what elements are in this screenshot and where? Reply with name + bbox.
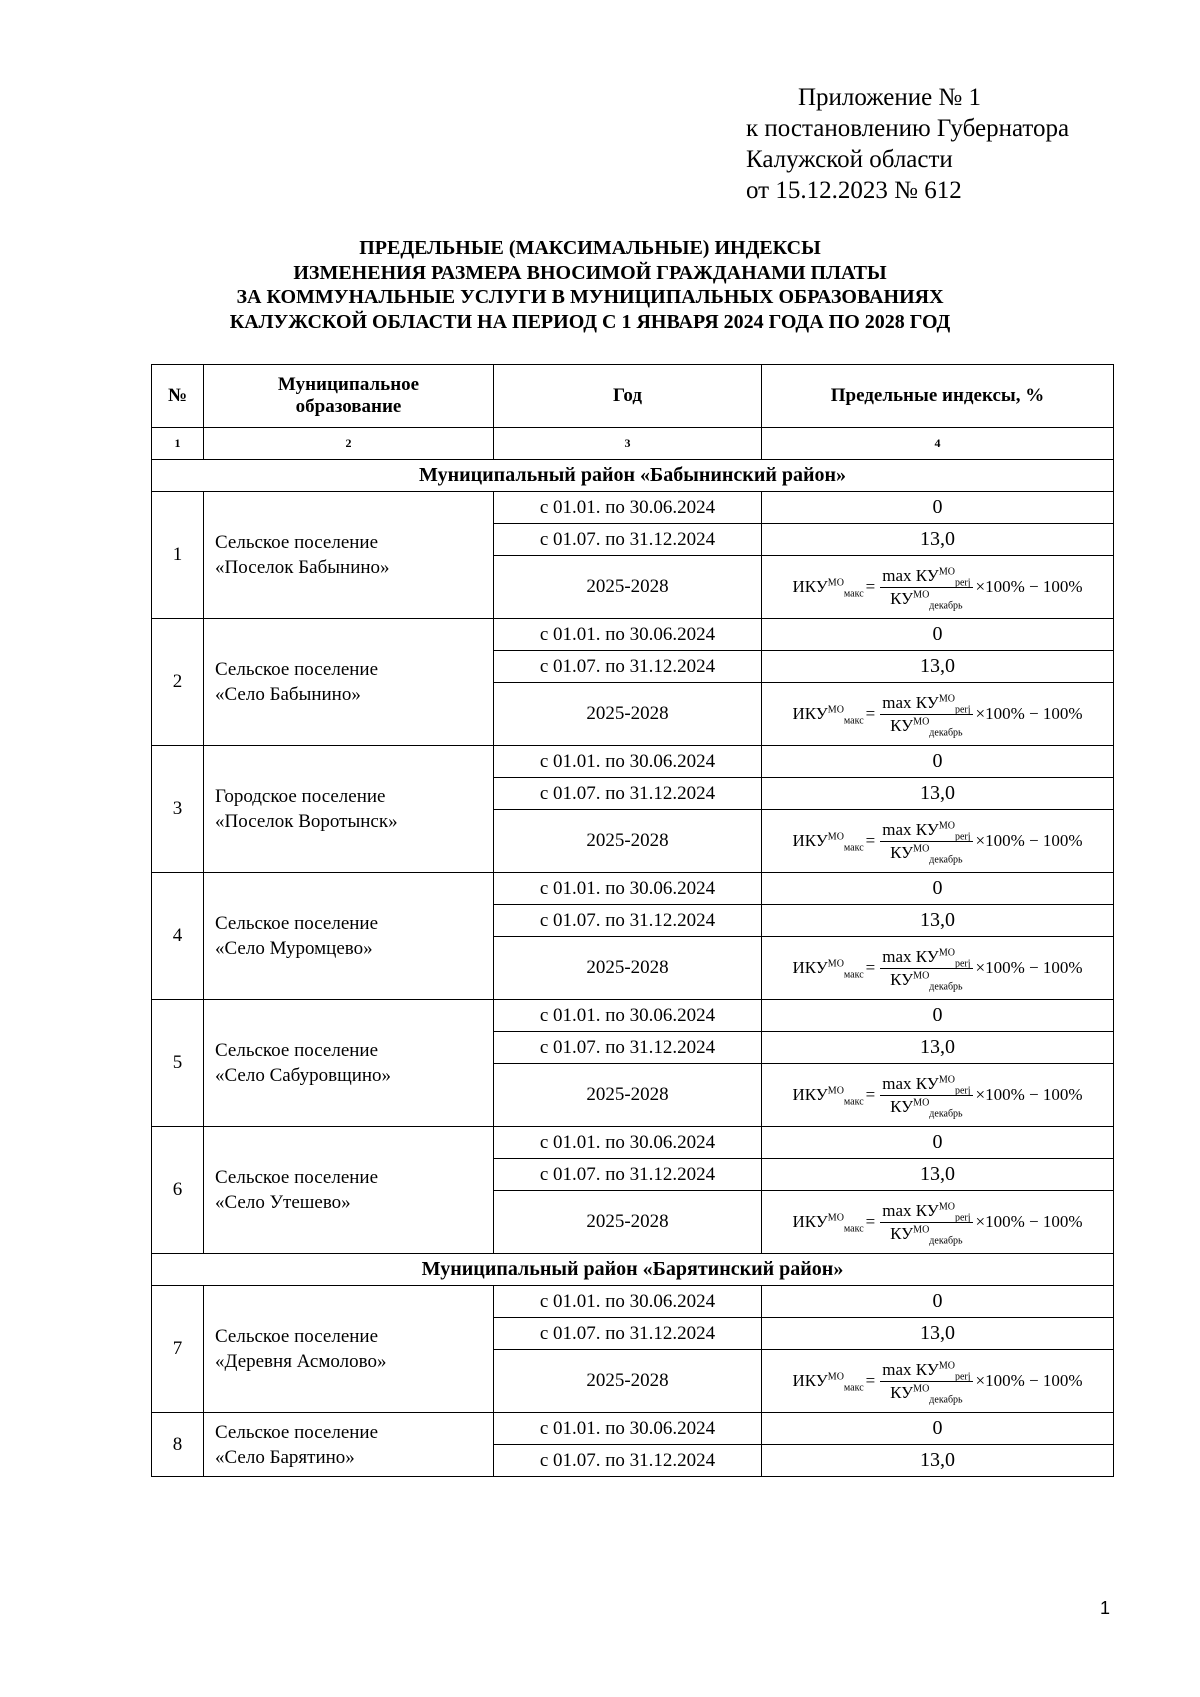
municipality-name	[204, 873, 494, 1000]
formula-tail: ×100% − 100%	[975, 704, 1083, 723]
formula-denominator: $КУ^{МО}_{декабрь}$	[890, 588, 963, 611]
row-number: 7	[152, 1286, 204, 1413]
formula-lhs: $ИКУ^{МО}_{макс}$	[792, 1212, 864, 1235]
index-value: 0	[762, 873, 1114, 905]
period-cell: с 01.07. по 31.12.2024	[494, 905, 762, 937]
period-cell: 2025-2028	[494, 937, 762, 1000]
index-value: 13,0	[762, 1445, 1114, 1477]
row-number: 3	[152, 746, 204, 873]
formula-fraction	[880, 693, 972, 736]
index-value: 13,0	[762, 524, 1114, 556]
col-number: 3	[494, 428, 762, 460]
formula-tail: ×100% − 100%	[975, 1085, 1083, 1104]
municipality-name	[204, 1127, 494, 1254]
formula-equals: =	[865, 577, 876, 596]
index-formula-cell	[762, 1350, 1114, 1413]
formula-tail: ×100% − 100%	[975, 831, 1083, 850]
period-cell: 2025-2028	[494, 1191, 762, 1254]
table-row	[152, 1000, 1114, 1032]
period-cell: 2025-2028	[494, 556, 762, 619]
formula-lhs: $ИКУ^{МО}_{макс}$	[792, 831, 864, 854]
appendix-line-2: к постановлению Губернатора	[746, 115, 1070, 142]
municipality-title: «Село Муромцево»	[215, 938, 373, 959]
formula-numerator: $\max КУ^{МО}_{perj}$	[882, 1359, 971, 1382]
period-cell: с 01.07. по 31.12.2024	[494, 1445, 762, 1477]
municipality-name	[204, 492, 494, 619]
formula-denominator: $КУ^{МО}_{декабрь}$	[890, 1096, 963, 1119]
district-name: Муниципальный район «Барятинский район»	[152, 1254, 1114, 1286]
appendix-reference	[746, 82, 1069, 206]
table-header-row	[152, 365, 1114, 428]
index-value: 0	[762, 1286, 1114, 1318]
formula-denominator: $КУ^{МО}_{декабрь}$	[890, 1382, 963, 1405]
period-cell: 2025-2028	[494, 683, 762, 746]
row-number: 4	[152, 873, 204, 1000]
period-cell: 2025-2028	[494, 1350, 762, 1413]
municipality-title: «Село Сабуровщино»	[215, 1065, 392, 1086]
municipality-name	[204, 619, 494, 746]
municipality-title: «Поселок Бабынино»	[215, 557, 390, 578]
formula-tail: ×100% − 100%	[975, 1371, 1083, 1390]
period-cell: с 01.07. по 31.12.2024	[494, 1159, 762, 1191]
formula-denominator: $КУ^{МО}_{декабрь}$	[890, 842, 963, 865]
municipality-title: «Деревня Асмолово»	[215, 1351, 387, 1372]
row-number: 1	[152, 492, 204, 619]
header-index: Предельные индексы, %	[762, 365, 1114, 428]
index-value: 0	[762, 1000, 1114, 1032]
table-row	[152, 619, 1114, 651]
district-row	[152, 1254, 1114, 1286]
index-value: 13,0	[762, 905, 1114, 937]
period-cell: с 01.01. по 30.06.2024	[494, 1127, 762, 1159]
index-value: 13,0	[762, 1159, 1114, 1191]
formula-denominator: $КУ^{МО}_{декабрь}$	[890, 969, 963, 992]
title-line-1: ПРЕДЕЛЬНЫЕ (МАКСИМАЛЬНЫЕ) ИНДЕКСЫ	[359, 237, 821, 259]
index-formula	[792, 1360, 1082, 1403]
municipality-name	[204, 1413, 494, 1477]
formula-tail: ×100% − 100%	[975, 577, 1083, 596]
municipality-type: Сельское поселение	[215, 659, 379, 680]
appendix-line-4: от 15.12.2023 № 612	[746, 177, 962, 204]
title-line-2: ИЗМЕНЕНИЯ РАЗМЕРА ВНОСИМОЙ ГРАЖДАНАМИ ПЛАТЫ	[293, 261, 887, 284]
formula-fraction	[880, 820, 972, 863]
period-cell: с 01.07. по 31.12.2024	[494, 778, 762, 810]
period-cell: с 01.01. по 30.06.2024	[494, 1413, 762, 1445]
index-formula-cell	[762, 1064, 1114, 1127]
period-cell: с 01.01. по 30.06.2024	[494, 619, 762, 651]
index-value: 0	[762, 746, 1114, 778]
index-formula-cell	[762, 683, 1114, 746]
index-value: 13,0	[762, 1032, 1114, 1064]
index-value: 0	[762, 492, 1114, 524]
formula-tail: ×100% − 100%	[975, 958, 1083, 977]
index-value: 0	[762, 619, 1114, 651]
municipality-type: Сельское поселение	[215, 1167, 379, 1188]
col-number: 4	[762, 428, 1114, 460]
period-cell: с 01.01. по 30.06.2024	[494, 873, 762, 905]
district-name: Муниципальный район «Бабынинский район»	[152, 460, 1114, 492]
formula-equals: =	[865, 1212, 876, 1231]
period-cell: с 01.01. по 30.06.2024	[494, 1286, 762, 1318]
formula-numerator: $\max КУ^{МО}_{perj}$	[882, 692, 971, 715]
formula-lhs: $ИКУ^{МО}_{макс}$	[792, 577, 864, 600]
period-cell: с 01.07. по 31.12.2024	[494, 1032, 762, 1064]
header-mo: Муниципальное образование	[204, 365, 494, 428]
period-cell: с 01.07. по 31.12.2024	[494, 651, 762, 683]
municipality-type: Сельское поселение	[215, 1040, 379, 1061]
index-value: 13,0	[762, 651, 1114, 683]
index-formula	[792, 1201, 1082, 1244]
index-value: 0	[762, 1413, 1114, 1445]
formula-numerator: $\max КУ^{МО}_{perj}$	[882, 1073, 971, 1096]
title-line-3: ЗА КОММУНАЛЬНЫЕ УСЛУГИ В МУНИЦИПАЛЬНЫХ ОБРАЗОВАНИЯХ	[236, 286, 944, 308]
formula-denominator: $КУ^{МО}_{декабрь}$	[890, 1223, 963, 1246]
table-row	[152, 873, 1114, 905]
column-numbers-row	[152, 428, 1114, 460]
district-row	[152, 460, 1114, 492]
formula-numerator: $\max КУ^{МО}_{perj}$	[882, 1200, 971, 1223]
index-value: 0	[762, 1127, 1114, 1159]
row-number: 6	[152, 1127, 204, 1254]
table-row	[152, 746, 1114, 778]
document-title	[140, 236, 1040, 334]
period-cell: с 01.01. по 30.06.2024	[494, 1000, 762, 1032]
appendix-line-3: Калужской области	[746, 146, 953, 173]
municipality-type: Сельское поселение	[215, 913, 379, 934]
table-body	[152, 460, 1114, 1477]
table-row	[152, 492, 1114, 524]
period-cell: 2025-2028	[494, 810, 762, 873]
formula-numerator: $\max КУ^{МО}_{perj}$	[882, 946, 971, 969]
municipality-title: «Село Бабынино»	[215, 684, 361, 705]
formula-fraction	[880, 566, 972, 609]
formula-equals: =	[865, 704, 876, 723]
formula-lhs: $ИКУ^{МО}_{макс}$	[792, 1371, 864, 1394]
formula-fraction	[880, 1074, 972, 1117]
index-formula-cell	[762, 1191, 1114, 1254]
row-number: 5	[152, 1000, 204, 1127]
appendix-line-1: Приложение № 1	[798, 84, 982, 111]
formula-equals: =	[865, 1085, 876, 1104]
formula-fraction	[880, 1201, 972, 1244]
formula-equals: =	[865, 958, 876, 977]
municipality-type: Городское поселение	[215, 786, 386, 807]
index-formula	[792, 947, 1082, 990]
formula-equals: =	[865, 1371, 876, 1390]
period-cell: с 01.07. по 31.12.2024	[494, 524, 762, 556]
row-number: 8	[152, 1413, 204, 1477]
index-value: 13,0	[762, 1318, 1114, 1350]
col-number: 1	[152, 428, 204, 460]
formula-lhs: $ИКУ^{МО}_{макс}$	[792, 958, 864, 981]
formula-fraction	[880, 947, 972, 990]
formula-fraction	[880, 1360, 972, 1403]
index-value: 13,0	[762, 778, 1114, 810]
municipality-name	[204, 1000, 494, 1127]
index-formula	[792, 566, 1082, 609]
municipality-type: Сельское поселение	[215, 532, 379, 553]
table-row	[152, 1127, 1114, 1159]
page-number: 1	[1100, 1598, 1111, 1618]
period-cell: с 01.07. по 31.12.2024	[494, 1318, 762, 1350]
municipality-title: «Поселок Воротынск»	[215, 811, 398, 832]
period-cell: с 01.01. по 30.06.2024	[494, 746, 762, 778]
municipality-name	[204, 1286, 494, 1413]
municipality-name	[204, 746, 494, 873]
index-formula-cell	[762, 937, 1114, 1000]
index-formula-cell	[762, 556, 1114, 619]
municipality-title: «Село Утешево»	[215, 1192, 351, 1213]
index-formula-cell	[762, 810, 1114, 873]
table-row	[152, 1286, 1114, 1318]
formula-equals: =	[865, 831, 876, 850]
table-row	[152, 1413, 1114, 1445]
formula-tail: ×100% − 100%	[975, 1212, 1083, 1231]
col-number: 2	[204, 428, 494, 460]
indices-table	[151, 364, 1114, 1477]
municipality-type: Сельское поселение	[215, 1421, 379, 1443]
formula-numerator: $\max КУ^{МО}_{perj}$	[882, 565, 971, 588]
index-formula	[792, 820, 1082, 863]
period-cell: с 01.01. по 30.06.2024	[494, 492, 762, 524]
header-year: Год	[494, 365, 762, 428]
header-num: №	[152, 365, 204, 428]
row-number: 2	[152, 619, 204, 746]
index-formula	[792, 1074, 1082, 1117]
index-formula	[792, 693, 1082, 736]
formula-denominator: $КУ^{МО}_{декабрь}$	[890, 715, 963, 738]
title-line-4: КАЛУЖСКОЙ ОБЛАСТИ НА ПЕРИОД С 1 ЯНВАРЯ 2024 ГОДА ПО 2028 ГОД	[229, 310, 951, 333]
formula-numerator: $\max КУ^{МО}_{perj}$	[882, 819, 971, 842]
municipality-type: Сельское поселение	[215, 1326, 379, 1347]
municipality-title: «Село Барятино»	[215, 1446, 355, 1468]
period-cell: 2025-2028	[494, 1064, 762, 1127]
formula-lhs: $ИКУ^{МО}_{макс}$	[792, 1085, 864, 1108]
formula-lhs: $ИКУ^{МО}_{макс}$	[792, 704, 864, 727]
